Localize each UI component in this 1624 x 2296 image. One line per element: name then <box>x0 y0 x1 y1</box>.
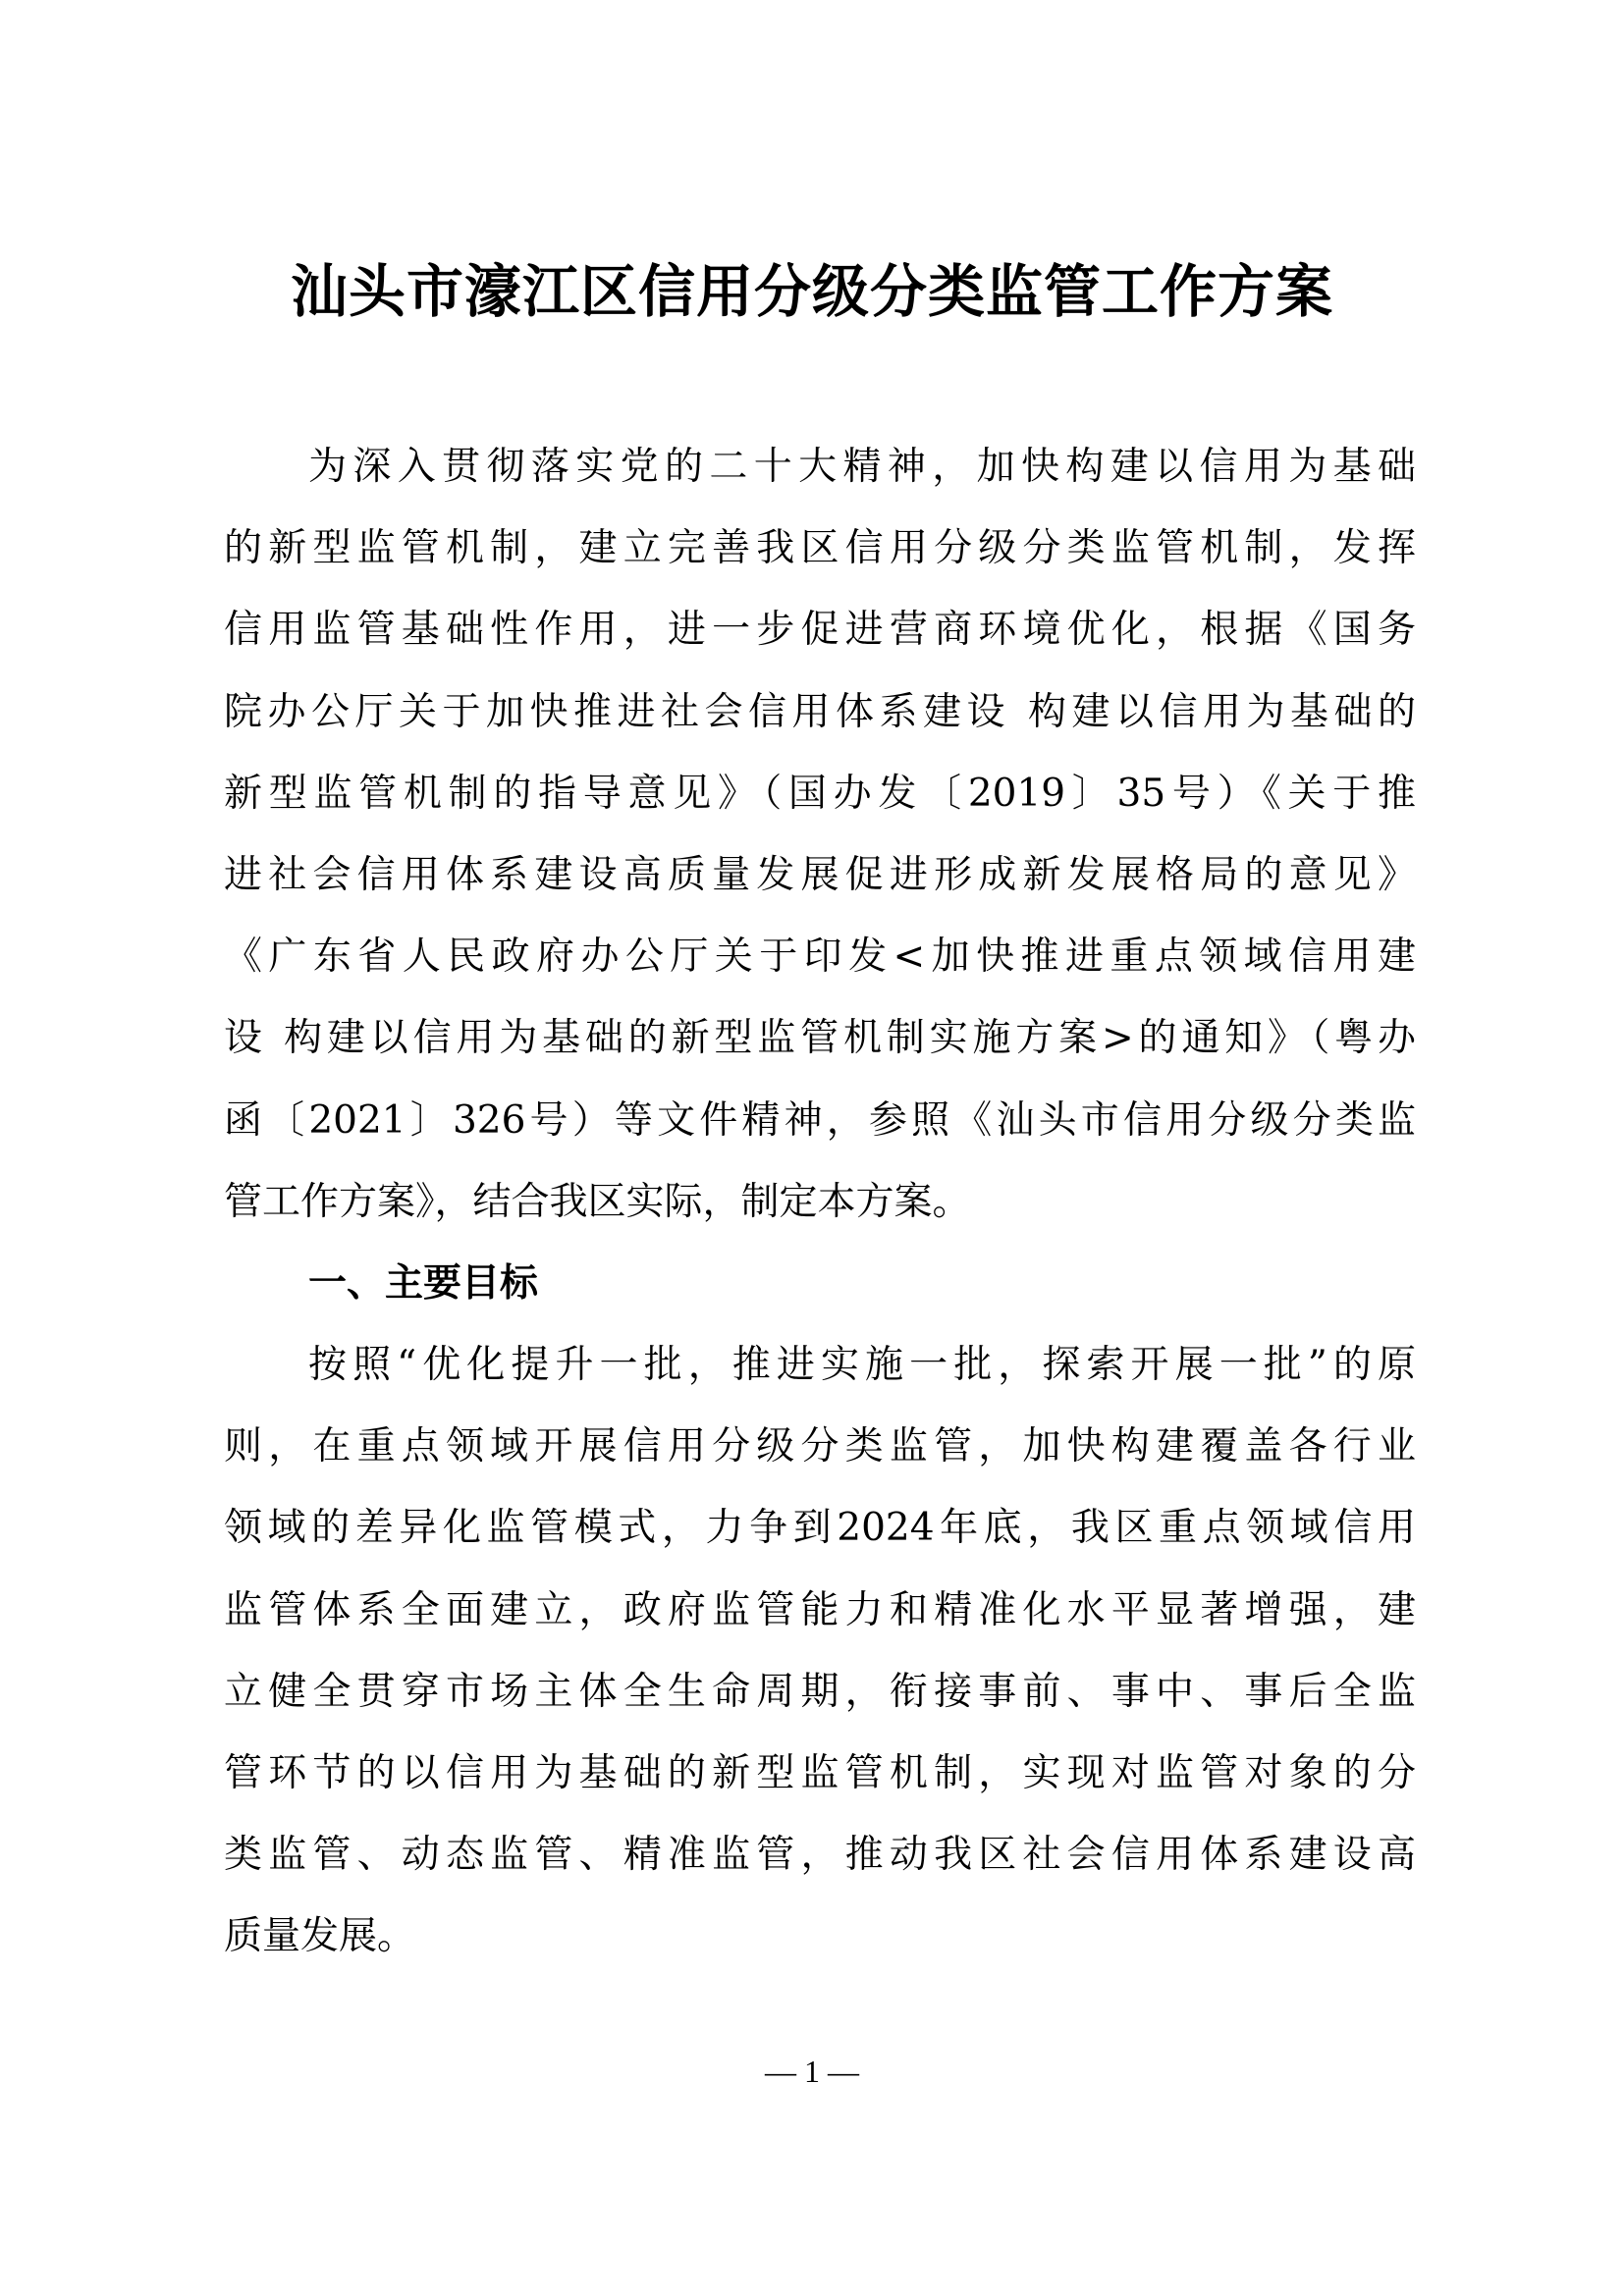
text-line: 《广东省人民政府办公厅关于印发<加快推进重点领域信用建 <box>224 934 1416 980</box>
text-line: 领域的差异化监管模式，力争到2024年底，我区重点领域信用 <box>224 1506 1416 1551</box>
text-line: 立健全贯穿市场主体全生命周期，衔接事前、事中、事后全监 <box>224 1669 1416 1714</box>
text-line: 按照“优化提升一批，推进实施一批，探索开展一批”的原 <box>308 1343 1416 1388</box>
document-title: 汕头市濠江区信用分级分类监管工作方案 <box>290 258 1333 325</box>
page-number: — 1 — <box>765 2054 859 2089</box>
text-line: 管环节的以信用为基础的新型监管机制，实现对监管对象的分 <box>224 1751 1416 1795</box>
text-line: 院办公厅关于加快推进社会信用体系建设 构建以信用为基础的 <box>224 689 1416 734</box>
text-line: 信用监管基础性作用，进一步促进营商环境优化，根据《国务 <box>224 608 1416 653</box>
paragraph-preamble <box>224 438 1416 1255</box>
text-line: 类监管、动态监管、精准监管，推动我区社会信用体系建设高 <box>224 1833 1416 1878</box>
text-line: 监管体系全面建立，政府监管能力和精准化水平显著增强，建 <box>224 1587 1416 1632</box>
text-line: 管工作方案》，结合我区实际，制定本方案。 <box>224 1179 971 1224</box>
text-line: 的新型监管机制，建立完善我区信用分级分类监管机制，发挥 <box>224 526 1416 571</box>
text-line: 质量发展。 <box>224 1914 416 1959</box>
text-line: 函〔2021〕326号）等文件精神，参照《汕头市信用分级分类监 <box>224 1097 1416 1143</box>
text-line: 新型监管机制的指导意见》（国办发〔2019〕35号）《关于推 <box>224 771 1416 816</box>
section-heading-main-goals: 一、主要目标 <box>308 1260 539 1306</box>
text-line: 则，在重点领域开展信用分级分类监管，加快构建覆盖各行业 <box>224 1424 1416 1469</box>
paragraph-main-goals <box>224 1336 1416 1990</box>
text-line: 设 构建以信用为基础的新型监管机制实施方案>的通知》（粤办 <box>224 1016 1416 1061</box>
document-body <box>224 438 1416 1990</box>
text-line: 为深入贯彻落实党的二十大精神，加快构建以信用为基础 <box>308 445 1416 489</box>
text-line: 进社会信用体系建设高质量发展促进形成新发展格局的意见》 <box>224 852 1416 897</box>
